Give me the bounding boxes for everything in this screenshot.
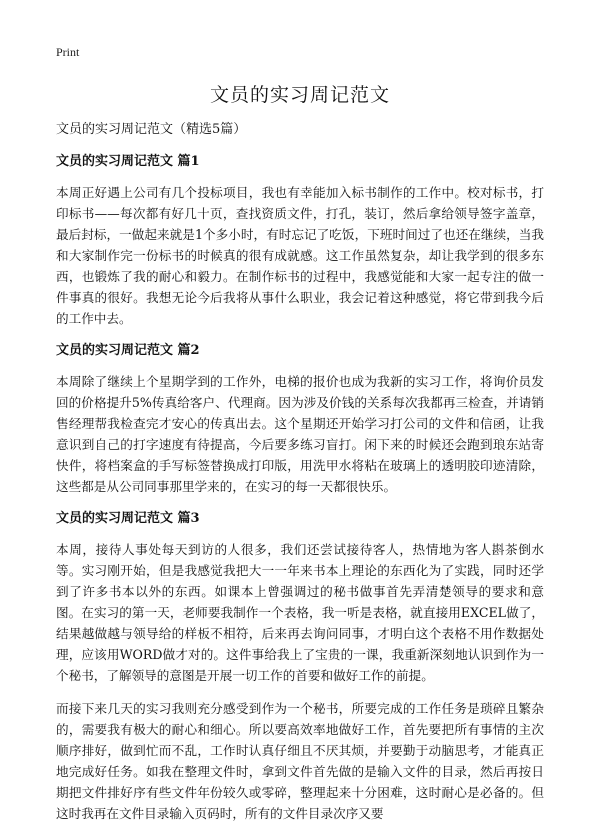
document-title: 文员的实习周记范文 xyxy=(209,84,390,106)
paragraph: 本周正好遇上公司有几个投标项目，我也有幸能加入标书制作的工作中。校对标书，打印标书——每次都有好几十页，查找资质文件，打孔，装订，然后拿给领导签字盖章，最后封标，一做起来就是1个多小时，有时忘记了吃饭，下班时间过了也还在继续，当我和大家制作完一份标书的时候真的很有成就感。这工作虽然复杂，却让我学到的很多东西，也锻炼了我的耐心和毅力。在制作标书的过程中，我感觉能和大家一起专注的做一件事真的很好。我想无论今后我将从事什么职业，我会记着这种感觉，将它带到我今后的工作中去。 xyxy=(56,185,544,326)
section-3 xyxy=(56,509,544,824)
document-subtitle: 文员的实习周记范文（精选5篇） xyxy=(56,122,247,137)
section-heading: 文员的实习周记范文 篇2 xyxy=(56,343,200,358)
section-1 xyxy=(56,152,544,329)
section-heading: 文员的实习周记范文 篇3 xyxy=(56,511,200,526)
section-heading: 文员的实习周记范文 篇1 xyxy=(56,154,200,169)
section-2 xyxy=(56,341,544,497)
print-label: Print xyxy=(56,45,80,59)
paragraph: 本周除了继续上个星期学到的工作外，电梯的报价也成为我新的实习工作，将询价员发回的价格提升5%传真给客户、代理商。因为涉及价钱的关系每次我都再三检查，并请销售经理帮我检查完才安心的传真出去。这个星期还开始学习打公司的文件和信函，让我意识到自己的打字速度有待提高，今后要多练习盲打。闲下来的时候还会跑到琅东站寄快件，将档案盒的手写标签替换成打印版，用洗甲水将粘在玻璃上的透明胶印迹清除，这些都是从公司同事那里学来的，在实习的每一天都很快乐。 xyxy=(56,374,544,494)
paragraph: 而接下来几天的实习我则充分感受到作为一个秘书，所要完成的工作任务是琐碎且繁杂的，需要我有极大的耐心和细心。所以要高效率地做好工作，首先要把所有事情的主次顺序排好，做到忙而不乱，工作时认真仔细且不厌其烦，并要勤于动脑思考，才能真正地完成好任务。如我在整理文件时，拿到文件首先做的是输入文件的目录，然后再按日期把文件排好序有些文件年份较久或零碎，整理起来十分困难，这时耐心是必备的。但这时我再在文件目录输入页码时，所有的文件目录次序又要 xyxy=(56,701,544,821)
paragraph: 本周，接待人事处每天到访的人很多，我们还尝试接待客人，热情地为客人斟茶倒水等。实习刚开始，但是我感觉我把大一一年来书本上理论的东西化为了实践，同时还学到了许多书本以外的东西。如课本上曾强调过的秘书做事首先弄清楚领导的要求和意图。在实习的第一天，老师要我制作一个表格，我一听是表格，就直接用EXCEL做了，结果越做越与领导给的样板不相符，后来再去询问同事，才明白这个表格不用作数据处理，应该用WORD做才对的。这件事给我上了宝贵的一课，我重新深刻地认识到作为一个秘书，了解领导的意图是开展一切工作的首要和做好工作的前提。 xyxy=(56,542,544,683)
